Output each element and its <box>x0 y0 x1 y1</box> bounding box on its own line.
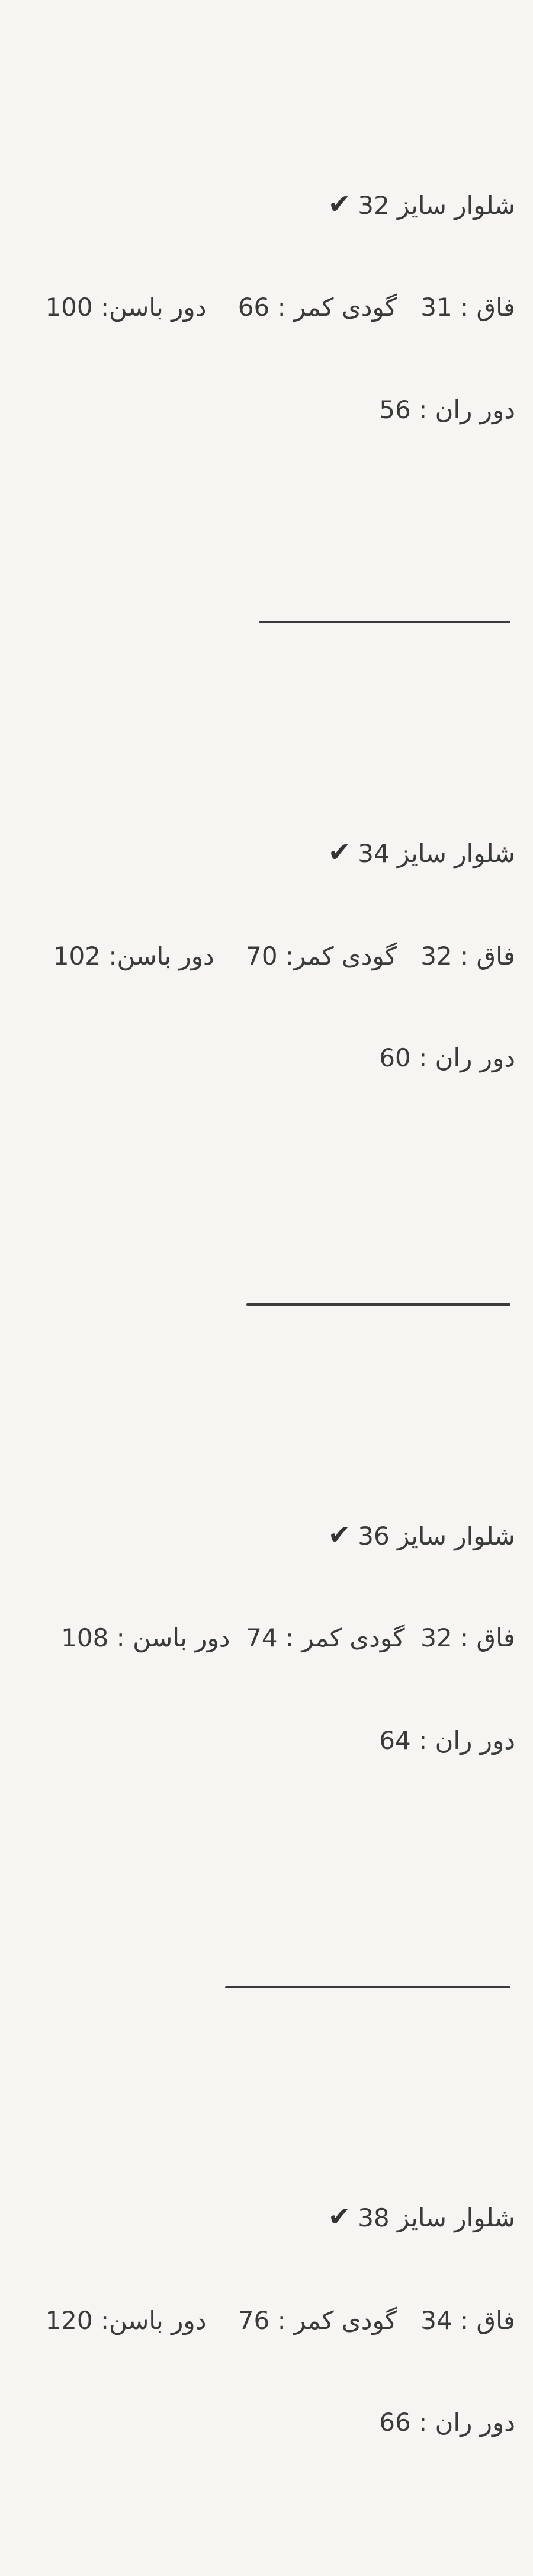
size-title-line <box>18 2200 515 2235</box>
thigh-line: دور ران : 56 <box>379 395 515 424</box>
size-title-line <box>18 835 515 871</box>
thigh-line: دور ران : 64 <box>379 1725 515 1755</box>
size-title-line <box>18 1518 515 1553</box>
size-title-text: شلوار سایز 32 <box>358 190 515 220</box>
checkmark-icon: ✔ <box>327 2200 351 2232</box>
thigh-line: دور ران : 66 <box>379 2408 515 2437</box>
size-section-34 <box>18 767 515 1143</box>
divider-line <box>225 1986 510 1988</box>
size-title-line <box>18 187 515 223</box>
measurements-line: فاق : 34 گودی کمر : 76 دور باسن: 120 <box>45 2305 515 2335</box>
checkmark-icon: ✔ <box>327 836 351 868</box>
thigh-line: دور ران : 60 <box>379 1043 515 1072</box>
size-title-text: شلوار سایز 34 <box>358 839 515 868</box>
measurements-line: فاق : 32 گودی کمر: 70 دور باسن: 102 <box>53 941 515 970</box>
divider-line <box>246 1303 510 1306</box>
divider-line <box>259 621 510 623</box>
size-section-36 <box>18 1450 515 1826</box>
size-section-32 <box>18 119 515 495</box>
measurements-line: فاق : 31 گودی کمر : 66 دور باسن: 100 <box>45 293 515 322</box>
size-title-text: شلوار سایز 38 <box>358 2203 515 2232</box>
size-section-38 <box>18 2132 515 2508</box>
checkmark-icon: ✔ <box>327 1518 351 1550</box>
size-title-text: شلوار سایز 36 <box>358 1521 515 1550</box>
checkmark-icon: ✔ <box>327 187 351 220</box>
measurements-line: فاق : 32 گودی کمر : 74 دور باسن : 108 <box>61 1623 515 1652</box>
